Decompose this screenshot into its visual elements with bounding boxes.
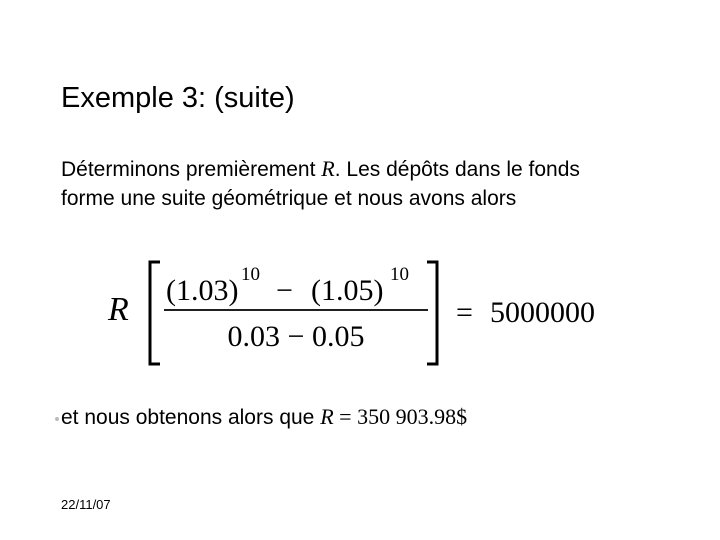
- numerator-minus: −: [276, 274, 293, 307]
- intro-paragraph: [61, 154, 621, 213]
- intro-text-end: . Les dépôts dans le fonds forme une suite géométrique et nous avons alors: [61, 158, 580, 210]
- equation-coefficient-r: R: [108, 291, 129, 328]
- slide-date: 22/11/07: [61, 497, 111, 512]
- left-bracket: [150, 262, 160, 364]
- bullet-dot: [55, 417, 59, 421]
- equals-sign: =: [456, 296, 473, 329]
- denominator: 0.03 − 0.05: [227, 320, 365, 353]
- right-bracket: [427, 262, 437, 364]
- equation-formula: [104, 258, 644, 368]
- numerator-term-2-base: (1.05): [311, 274, 384, 307]
- slide-title: Exemple 3: (suite): [61, 82, 295, 114]
- numerator-term-1-base: (1.03): [166, 274, 239, 307]
- intro-variable-r: R: [321, 156, 335, 181]
- numerator-term-2-exponent: 10: [390, 264, 409, 285]
- equation-result-value: 5000000: [490, 296, 595, 329]
- result-text: et nous obtenons alors que: [61, 406, 321, 429]
- intro-text-start: Déterminons premièrement: [61, 158, 322, 181]
- result-value: = 350 903.98$: [333, 404, 468, 429]
- result-line: [61, 402, 467, 432]
- numerator-term-1-exponent: 10: [241, 264, 260, 285]
- result-variable-r: R: [320, 404, 334, 429]
